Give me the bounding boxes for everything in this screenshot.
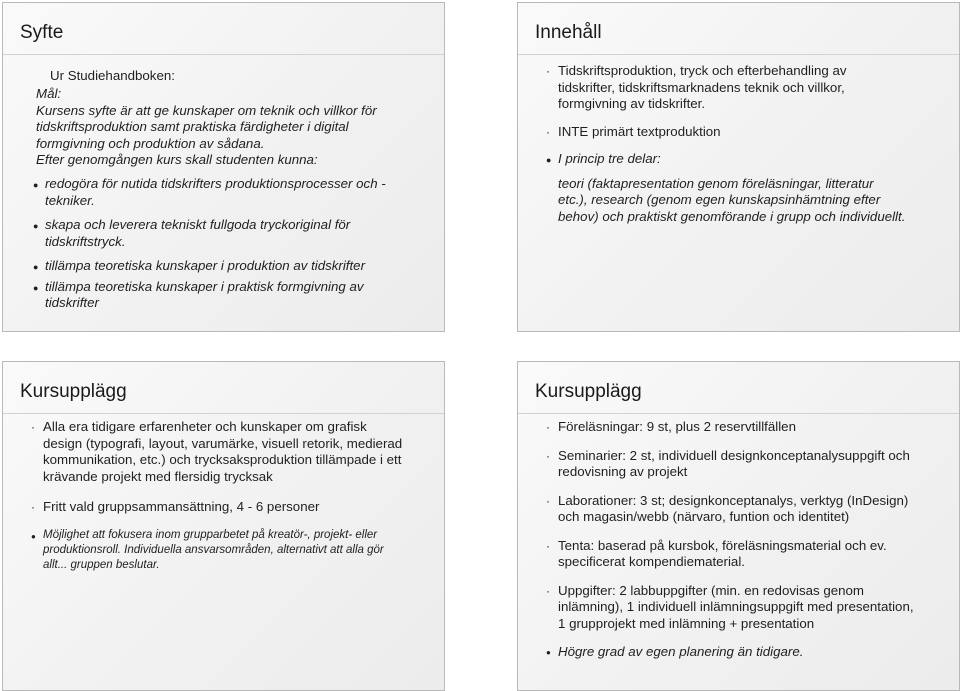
list-item: · Seminarier: 2 st, individuell designkonceptanalysuppgift och redovisning av projekt bbox=[546, 447, 910, 479]
content-list bbox=[544, 63, 906, 225]
bullet-icon: · bbox=[546, 420, 550, 434]
slide-title: Innehåll bbox=[535, 22, 602, 43]
list-item: · Alla era tidigare erfarenheter och kunskaper om grafisk design (typografi, layout, varumärke, visuell retorik, medierad kommunikation, etc.) och trycksaksproduktion tillämpade i ett krävande projekt med flersidig trycksak bbox=[31, 419, 403, 484]
slide-kursupplagg-2 bbox=[517, 361, 960, 691]
list-item: · INTE primärt textproduktion bbox=[546, 123, 721, 139]
list-item: · Laborationer: 3 st; designkonceptanalys, verktyg (InDesign) och magasin/webb (närvaro, funtion och identitet) bbox=[546, 492, 909, 524]
list-item: ● Möjlighet att fokusera inom grupparbetet på kreatör-, projekt- eller produktionsroll. Individuella ansvarsområden, alternativt att alla gör allt... gruppen beslutar. bbox=[31, 528, 384, 571]
bullet-icon: ● bbox=[546, 155, 552, 165]
list-item: ● Högre grad av egen planering än tidigare. bbox=[544, 644, 919, 661]
slide-title: Kursupplägg bbox=[20, 381, 127, 402]
list-item: · Uppgifter: 2 labbuppgifter (min. en redovisas genom inlämning), 1 individuell inlämningsuppgift med presentation, 1 grupprojekt med inlämning + presentation bbox=[546, 582, 914, 631]
bullet-icon: ● bbox=[33, 221, 39, 231]
list-item: · Fritt vald gruppsammansättning, 4 - 6 personer bbox=[31, 499, 320, 514]
slide-title: Syfte bbox=[20, 22, 64, 43]
bullet-icon: ● bbox=[546, 648, 551, 657]
bullet-icon: ● bbox=[31, 531, 36, 541]
bullet-icon: · bbox=[546, 448, 550, 463]
purpose-intro: Kursens syfte är att ge kunskaper om teknik och villkor för tidskriftsproduktion samt praktiska färdigheter i digital formgivning och produktion av sådana. bbox=[36, 102, 377, 151]
bullet-icon: · bbox=[546, 538, 550, 553]
bullet-icon: · bbox=[546, 583, 550, 598]
title-divider bbox=[518, 54, 959, 55]
purpose-after: Efter genomgången kurs skall studenten kunna: bbox=[36, 152, 318, 167]
course-structure-list bbox=[29, 419, 404, 573]
list-item: ● tillämpa teoretiska kunskaper i praktisk formgivning av tidskrifter bbox=[33, 278, 364, 310]
bullet-icon: · bbox=[31, 420, 35, 434]
list-item: ● tillämpa teoretiska kunskaper i produktion av tidskrifter bbox=[31, 258, 403, 275]
list-item: ● skapa och leverera tekniskt fullgoda tryckoriginal för tidskriftstryck. bbox=[33, 217, 351, 249]
slide-kursupplagg-1 bbox=[2, 361, 445, 691]
list-item: · Tenta: baserad på kursbok, föreläsningsmaterial och ev. specificerat kompendiematerial. bbox=[546, 537, 887, 569]
title-divider bbox=[518, 413, 959, 414]
list-item: ● I princip tre delar: bbox=[544, 151, 906, 168]
bullet-icon: · bbox=[546, 124, 550, 139]
bullet-icon: ● bbox=[33, 180, 39, 190]
course-components-list bbox=[544, 419, 919, 661]
list-item: · Föreläsningar: 9 st, plus 2 reservtillfällen bbox=[546, 419, 796, 434]
learning-goals-list bbox=[31, 176, 403, 312]
mal-label: Mål: bbox=[36, 86, 62, 101]
bullet-icon: · bbox=[546, 493, 550, 508]
list-item: · Tidskriftsproduktion, tryck och efterbehandling av tidskrifter, tidskriftsmarknadens teknik och villkor, formgivning av tidskrifter. bbox=[546, 63, 847, 111]
list-item: ● redogöra för nutida tidskrifters produktionsprocesser och -tekniker. bbox=[33, 176, 386, 208]
three-parts-detail: teori (faktapresentation genom föreläsningar, litteratur etc.), research (genom egen kunskapsinhämtning efter behov) och praktiskt genomförande i grupp och individuellt. bbox=[558, 175, 906, 224]
bullet-icon: ● bbox=[33, 262, 39, 272]
bullet-icon: · bbox=[31, 500, 35, 514]
title-divider bbox=[3, 413, 444, 414]
slide-title: Kursupplägg bbox=[535, 381, 642, 402]
slide-innehall bbox=[517, 2, 960, 332]
bullet-icon: ● bbox=[33, 282, 39, 293]
slide-syfte bbox=[2, 2, 445, 332]
bullet-icon: · bbox=[546, 64, 550, 78]
purpose-block bbox=[36, 86, 406, 169]
source-label: Ur Studiehandboken: bbox=[50, 68, 175, 83]
title-divider bbox=[3, 54, 444, 55]
